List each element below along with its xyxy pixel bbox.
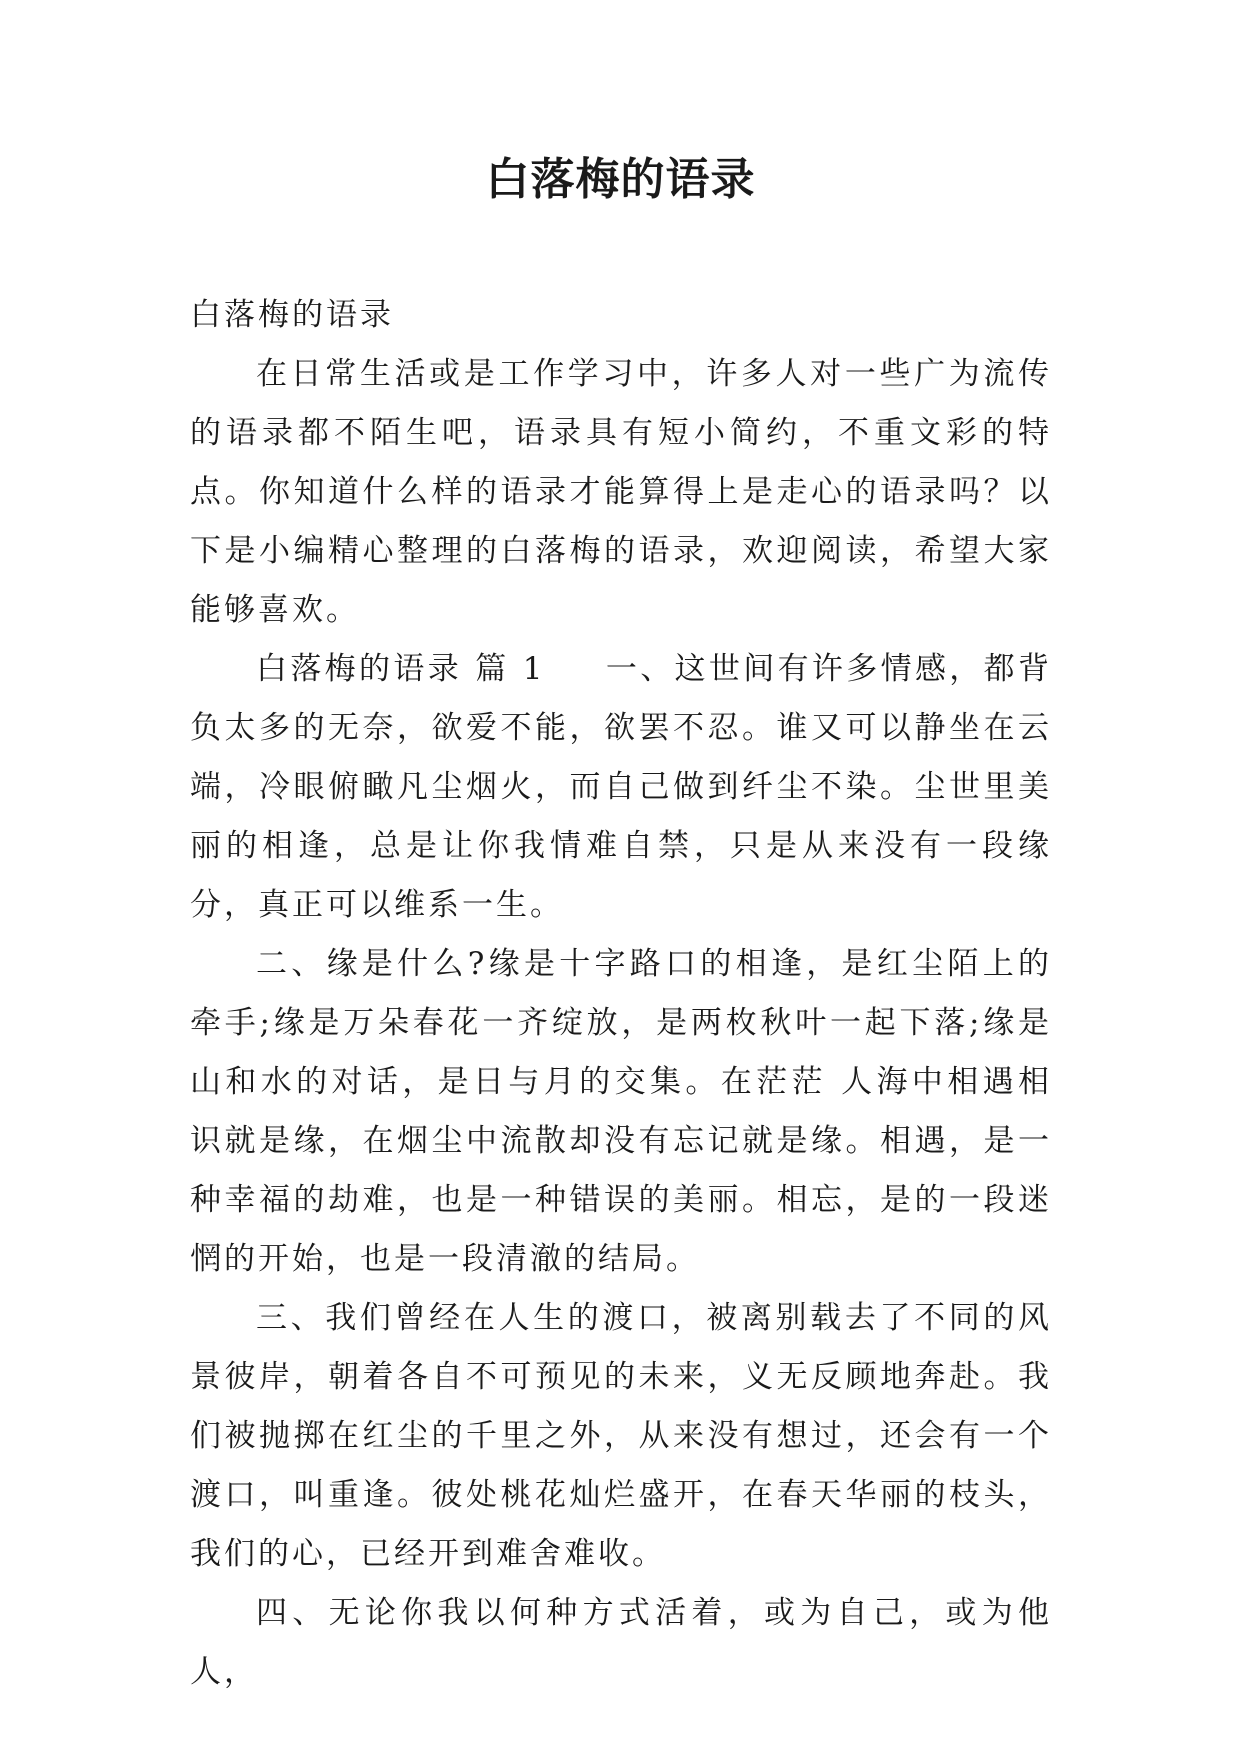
document-subtitle: 白落梅的语录 xyxy=(190,297,394,333)
section-heading: 白落梅的语录 篇 1 xyxy=(256,651,546,687)
item-2-paragraph: 二、缘是什么?缘是十字路口的相逢，是红尘陌上的牵手;缘是万朵春花一齐绽放，是两枚秋叶一起下落;缘是山和水的对话，是日与月的交集。在茫茫 人海中相遇相识就是缘，在烟尘中流散却没有忘记就是缘。相遇，是一种幸福的劫难，也是一种错误的美丽。相忘，是的一段迷惘的开始，也是一段清澈的结局。 xyxy=(190,946,1052,1277)
document-title: 白落梅的语录 xyxy=(485,154,756,205)
item-1-text: 一、这世间有许多情感，都背负太多的无奈，欲爱不能，欲罢不忍。谁又可以静坐在云端，冷眼俯瞰凡尘烟火，而自己做到纤尘不染。尘世里美丽的相逢，总是让你我情难自禁，只是从来没有一段缘分，真正可以维系一生。 xyxy=(190,651,1052,923)
item-3-paragraph: 三、我们曾经在人生的渡口，被离别载去了不同的风景彼岸，朝着各自不可预见的未来，义无反顾地奔赴。我们被抛掷在红尘的千里之外，从来没有想过，还会有一个渡口，叫重逢。彼处桃花灿烂盛开，在春天华丽的枝头，我们的心，已经开到难舍难收。 xyxy=(190,1300,1052,1572)
document-body xyxy=(190,286,1052,1702)
section-1-paragraph xyxy=(190,640,1052,935)
item-4-paragraph: 四、无论你我以何种方式活着，或为自己，或为他人， xyxy=(190,1595,1052,1690)
intro-paragraph: 在日常生活或是工作学习中，许多人对一些广为流传的语录都不陌生吧，语录具有短小简约，不重文彩的特点。你知道什么样的语录才能算得上是走心的语录吗？以下是小编精心整理的白落梅的语录，欢迎阅读，希望大家能够喜欢。 xyxy=(190,356,1052,628)
